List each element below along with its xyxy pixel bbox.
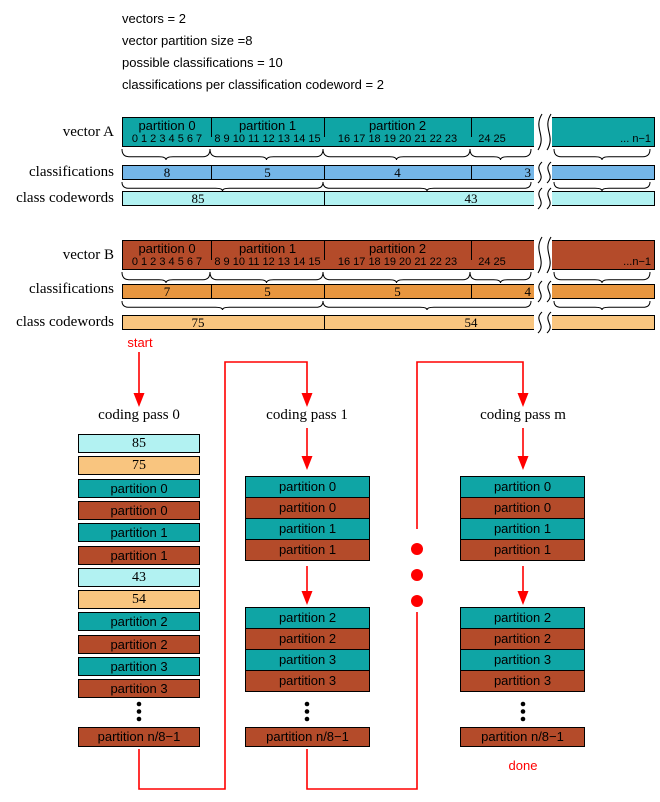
partition-divider bbox=[324, 118, 325, 137]
param-line: vector partition size =8 bbox=[122, 33, 253, 48]
block-ellipsis-icon bbox=[521, 709, 526, 714]
block-ellipsis-icon bbox=[521, 702, 526, 707]
codeword-value: 54 bbox=[464, 315, 478, 330]
block-ellipsis-icon bbox=[137, 702, 142, 707]
class-codewords-a-label: class codewords bbox=[16, 190, 114, 206]
brace-icon bbox=[470, 272, 531, 283]
block-ellipsis-icon bbox=[137, 717, 142, 722]
brace-icon bbox=[470, 149, 531, 160]
brace-icon bbox=[210, 149, 323, 160]
pass-final-block: partition n/8−1 bbox=[460, 727, 585, 747]
partition-divider bbox=[471, 241, 472, 260]
partition-indices: 24 25 bbox=[478, 256, 506, 268]
partition-indices: 24 25 bbox=[478, 133, 506, 145]
pass-block: partition 1 bbox=[460, 518, 585, 540]
parameter-list bbox=[122, 8, 384, 96]
pass-block: 43 bbox=[78, 568, 200, 587]
pass-block: partition 1 bbox=[78, 523, 200, 542]
partition-divider bbox=[211, 241, 212, 260]
param-line: classifications per classification codeword = 2 bbox=[122, 77, 384, 92]
codeword-divider bbox=[324, 192, 325, 205]
vector-b-label: vector B bbox=[62, 247, 114, 263]
partition-label: partition 1 bbox=[238, 118, 297, 133]
pass-block: partition 3 bbox=[78, 679, 200, 698]
pass-block: partition 0 bbox=[460, 476, 585, 498]
pass-block: partition 0 bbox=[245, 497, 370, 519]
brace-icon bbox=[323, 272, 470, 283]
param-line: possible classifications = 10 bbox=[122, 55, 283, 70]
start-label: start bbox=[127, 335, 153, 350]
pass-block: partition 3 bbox=[460, 649, 585, 671]
flow-arrow-icon bbox=[518, 393, 529, 407]
classification-value: 5 bbox=[264, 165, 271, 180]
flow-arrow-icon bbox=[134, 393, 145, 407]
pass-block: partition 2 bbox=[460, 607, 585, 629]
classification-value: 7 bbox=[163, 284, 171, 299]
brace-icon bbox=[554, 182, 650, 191]
classification-value: 3 bbox=[524, 165, 531, 180]
pass-block: partition 1 bbox=[78, 546, 200, 565]
pass-block: partition 3 bbox=[78, 657, 200, 676]
brace-icon bbox=[554, 301, 650, 310]
brace-icon bbox=[554, 149, 650, 160]
classification-value: 5 bbox=[394, 284, 401, 299]
block-ellipsis-icon bbox=[305, 709, 310, 714]
coding-pass-m-label: coding pass m bbox=[480, 407, 566, 423]
pass-block: partition 2 bbox=[460, 628, 585, 650]
pass-block: partition 0 bbox=[78, 501, 200, 520]
brace-icon bbox=[122, 149, 210, 160]
class-codewords-b-bar bbox=[122, 315, 655, 330]
partition-label: partition 1 bbox=[238, 241, 297, 256]
partition-indices: 16 17 18 19 20 21 22 23 bbox=[337, 133, 458, 145]
classifications-a-bar bbox=[122, 165, 655, 180]
pass-block: partition 3 bbox=[245, 670, 370, 692]
pass-block: partition 1 bbox=[245, 518, 370, 540]
pass-block: 75 bbox=[78, 456, 200, 475]
brace-icon bbox=[122, 301, 323, 310]
classifications-a-label: classifications bbox=[29, 164, 114, 180]
block-ellipsis-icon bbox=[521, 717, 526, 722]
pass-block: 54 bbox=[78, 590, 200, 609]
brace-icon bbox=[122, 272, 210, 283]
partition-label: partition 0 bbox=[138, 118, 196, 133]
partition-indices: 16 17 18 19 20 21 22 23 bbox=[337, 256, 458, 268]
codeword-value: 43 bbox=[464, 191, 478, 206]
partition-label: partition 2 bbox=[368, 118, 427, 133]
pass-block: partition 2 bbox=[78, 635, 200, 654]
pass-block: partition 3 bbox=[245, 649, 370, 671]
vector-a-bar bbox=[122, 117, 655, 147]
partition-label: partition 2 bbox=[368, 241, 427, 256]
vector-b-bar bbox=[122, 240, 655, 270]
coding-pass-0-label: coding pass 0 bbox=[98, 407, 180, 423]
pass-ellipsis-icon bbox=[411, 595, 423, 607]
brace-icon bbox=[122, 182, 323, 191]
classifications-b-label: classifications bbox=[29, 281, 114, 297]
partition-indices: 0 1 2 3 4 5 6 7 bbox=[131, 256, 203, 268]
vector-tail-label: ... n−1 bbox=[620, 133, 651, 145]
brace-icon bbox=[323, 149, 470, 160]
partition-indices: 8 9 10 11 12 13 14 15 bbox=[214, 133, 321, 145]
partition-divider bbox=[471, 118, 472, 137]
codeword-value: 85 bbox=[191, 191, 205, 206]
param-line: vectors = 2 bbox=[122, 11, 186, 26]
pass-block: 85 bbox=[78, 434, 200, 453]
brace-icon bbox=[554, 272, 650, 283]
classification-value: 8 bbox=[163, 165, 171, 180]
pass-final-block: partition n/8−1 bbox=[78, 727, 200, 747]
pass-block: partition 3 bbox=[460, 670, 585, 692]
pass-block: partition 2 bbox=[78, 612, 200, 631]
brace-icon bbox=[323, 301, 531, 310]
block-ellipsis-icon bbox=[305, 717, 310, 722]
pass-block: partition 1 bbox=[460, 539, 585, 561]
flow-arrow-icon bbox=[518, 456, 529, 470]
partition-divider bbox=[211, 118, 212, 137]
partition-divider bbox=[324, 241, 325, 260]
brace-icon bbox=[323, 182, 531, 191]
pass-block: partition 0 bbox=[78, 479, 200, 498]
pass-ellipsis-icon bbox=[411, 569, 423, 581]
pass-final-block: partition n/8−1 bbox=[245, 727, 370, 747]
block-ellipsis-icon bbox=[137, 709, 142, 714]
done-label: done bbox=[508, 758, 538, 773]
classification-value: 5 bbox=[264, 284, 271, 299]
block-ellipsis-icon bbox=[305, 702, 310, 707]
flow-arrow-icon bbox=[302, 456, 313, 470]
coding-pass-1-label: coding pass 1 bbox=[266, 407, 348, 423]
classifications-b-bar bbox=[122, 284, 655, 299]
codeword-divider bbox=[324, 316, 325, 329]
pass-block: partition 0 bbox=[245, 476, 370, 498]
flow-arrow-icon bbox=[518, 591, 529, 605]
brace-icon bbox=[210, 272, 323, 283]
classification-value: 4 bbox=[524, 284, 531, 299]
pass-block: partition 2 bbox=[245, 607, 370, 629]
codeword-value: 75 bbox=[191, 315, 205, 330]
pass-block: partition 1 bbox=[245, 539, 370, 561]
pass-block: partition 2 bbox=[245, 628, 370, 650]
classification-value: 4 bbox=[394, 165, 401, 180]
pass-ellipsis-icon bbox=[411, 543, 423, 555]
pass-block: partition 0 bbox=[460, 497, 585, 519]
vector-a-label: vector A bbox=[62, 124, 114, 140]
flow-arrow-icon bbox=[302, 591, 313, 605]
partition-indices: 8 9 10 11 12 13 14 15 bbox=[214, 256, 321, 268]
class-codewords-b-label: class codewords bbox=[16, 314, 114, 330]
partition-indices: 0 1 2 3 4 5 6 7 bbox=[131, 133, 203, 145]
flow-arrow-icon bbox=[302, 393, 313, 407]
partition-label: partition 0 bbox=[138, 241, 196, 256]
class-codewords-a-bar bbox=[122, 191, 655, 206]
vector-tail-label: ...n−1 bbox=[623, 256, 651, 268]
